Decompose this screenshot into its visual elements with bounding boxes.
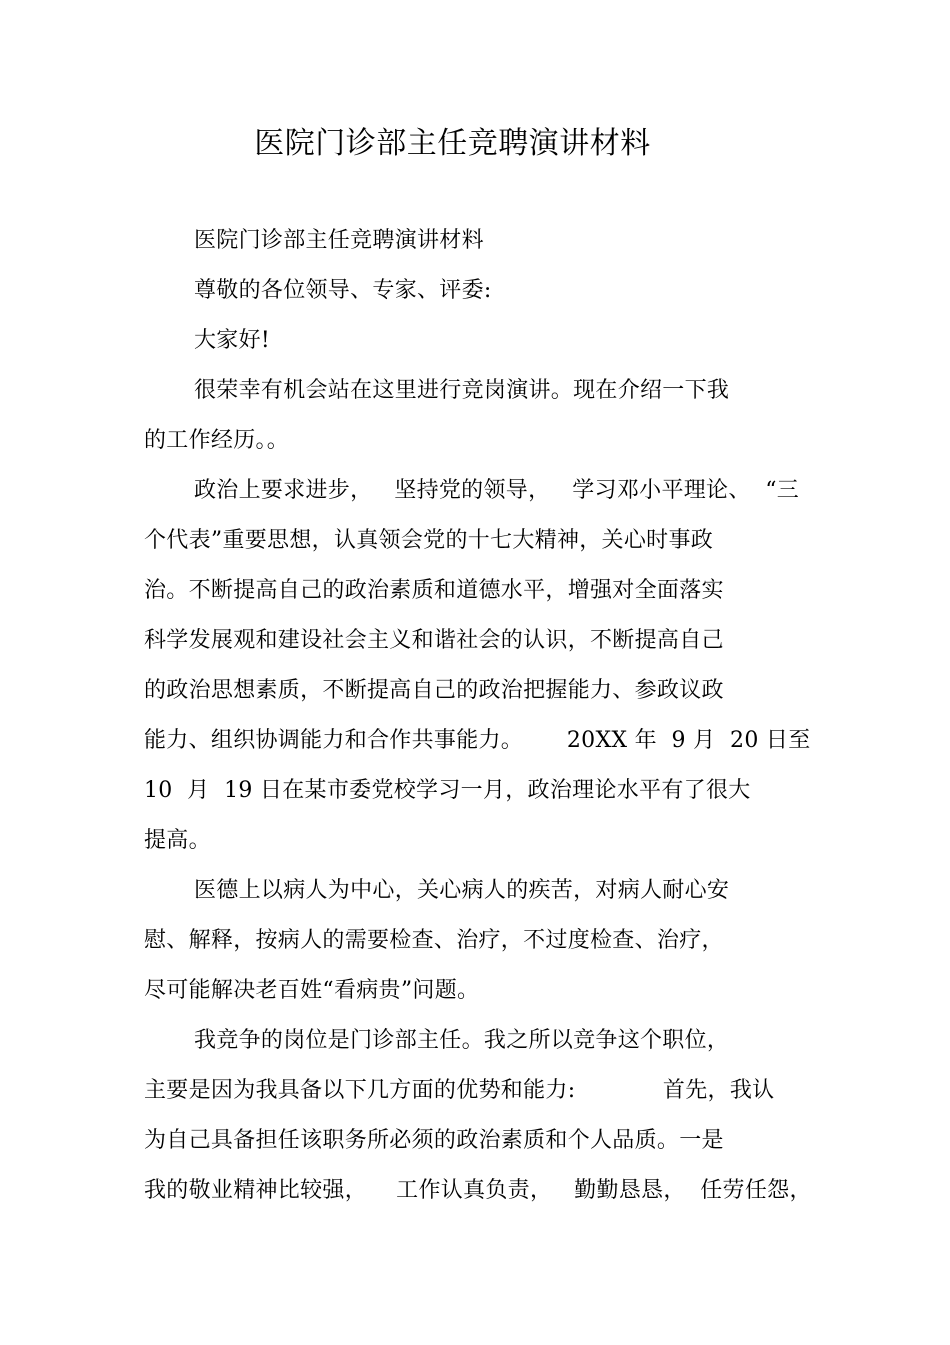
paragraph-line: 个代表”重要思想，认真领会党的十七大精神，关心时事政 [144, 528, 714, 553]
paragraph-line: 慰、解释，按病人的需要检查、治疗，不过度检查、治疗， [144, 928, 724, 953]
paragraph-line: 很荣幸有机会站在这里进行竞岗演讲。现在介绍一下我 [194, 378, 730, 403]
paragraph-line: 医德上以病人为中心，关心病人的疾苦，对病人耐心安 [194, 878, 730, 903]
paragraph-line: 政治上要求进步， 坚持党的领导， 学习邓小平理论、 “三 [194, 478, 800, 503]
paragraph-line: 科学发展观和建设社会主义和谐社会的认识，不断提高自己 [144, 628, 724, 653]
paragraph-line: 治。不断提高自己的政治素质和道德水平，增强对全面落实 [144, 578, 724, 603]
paragraph-line: 提高。 [144, 828, 211, 853]
paragraph-line: 我的敬业精神比较强， 工作认真负责， 勤勤恳恳， 任劳任怨， [144, 1178, 812, 1203]
paragraph-line: 主要是因为我具备以下几方面的优势和能力: 首先，我认 [144, 1078, 775, 1103]
paragraph-line: 10 月 19 日在某市委党校学习一月，政治理论水平有了很大 [144, 778, 751, 803]
paragraph-line: 为自己具备担任该职务所必须的政治素质和个人品质。一是 [144, 1128, 724, 1153]
paragraph-line: 医院门诊部主任竞聘演讲材料 [194, 228, 484, 253]
paragraph-line: 尽可能解决老百姓“看病贵”问题。 [144, 978, 480, 1003]
paragraph-line: 能力、组织协调能力和合作共事能力。 20XX 年 9 月 20 日至 [144, 728, 811, 753]
paragraph-line: 大家好! [194, 328, 271, 353]
paragraph-line: 的政治思想素质，不断提高自己的政治把握能力、参政议政 [144, 678, 724, 703]
paragraph-line: 我竞争的岗位是门诊部主任。我之所以竞争这个职位， [194, 1028, 730, 1053]
document-title: 医院门诊部主任竞聘演讲材料 [254, 126, 651, 161]
paragraph-line: 的工作经历。。 [144, 428, 290, 453]
paragraph-line: 尊敬的各位领导、专家、评委: [194, 278, 492, 303]
